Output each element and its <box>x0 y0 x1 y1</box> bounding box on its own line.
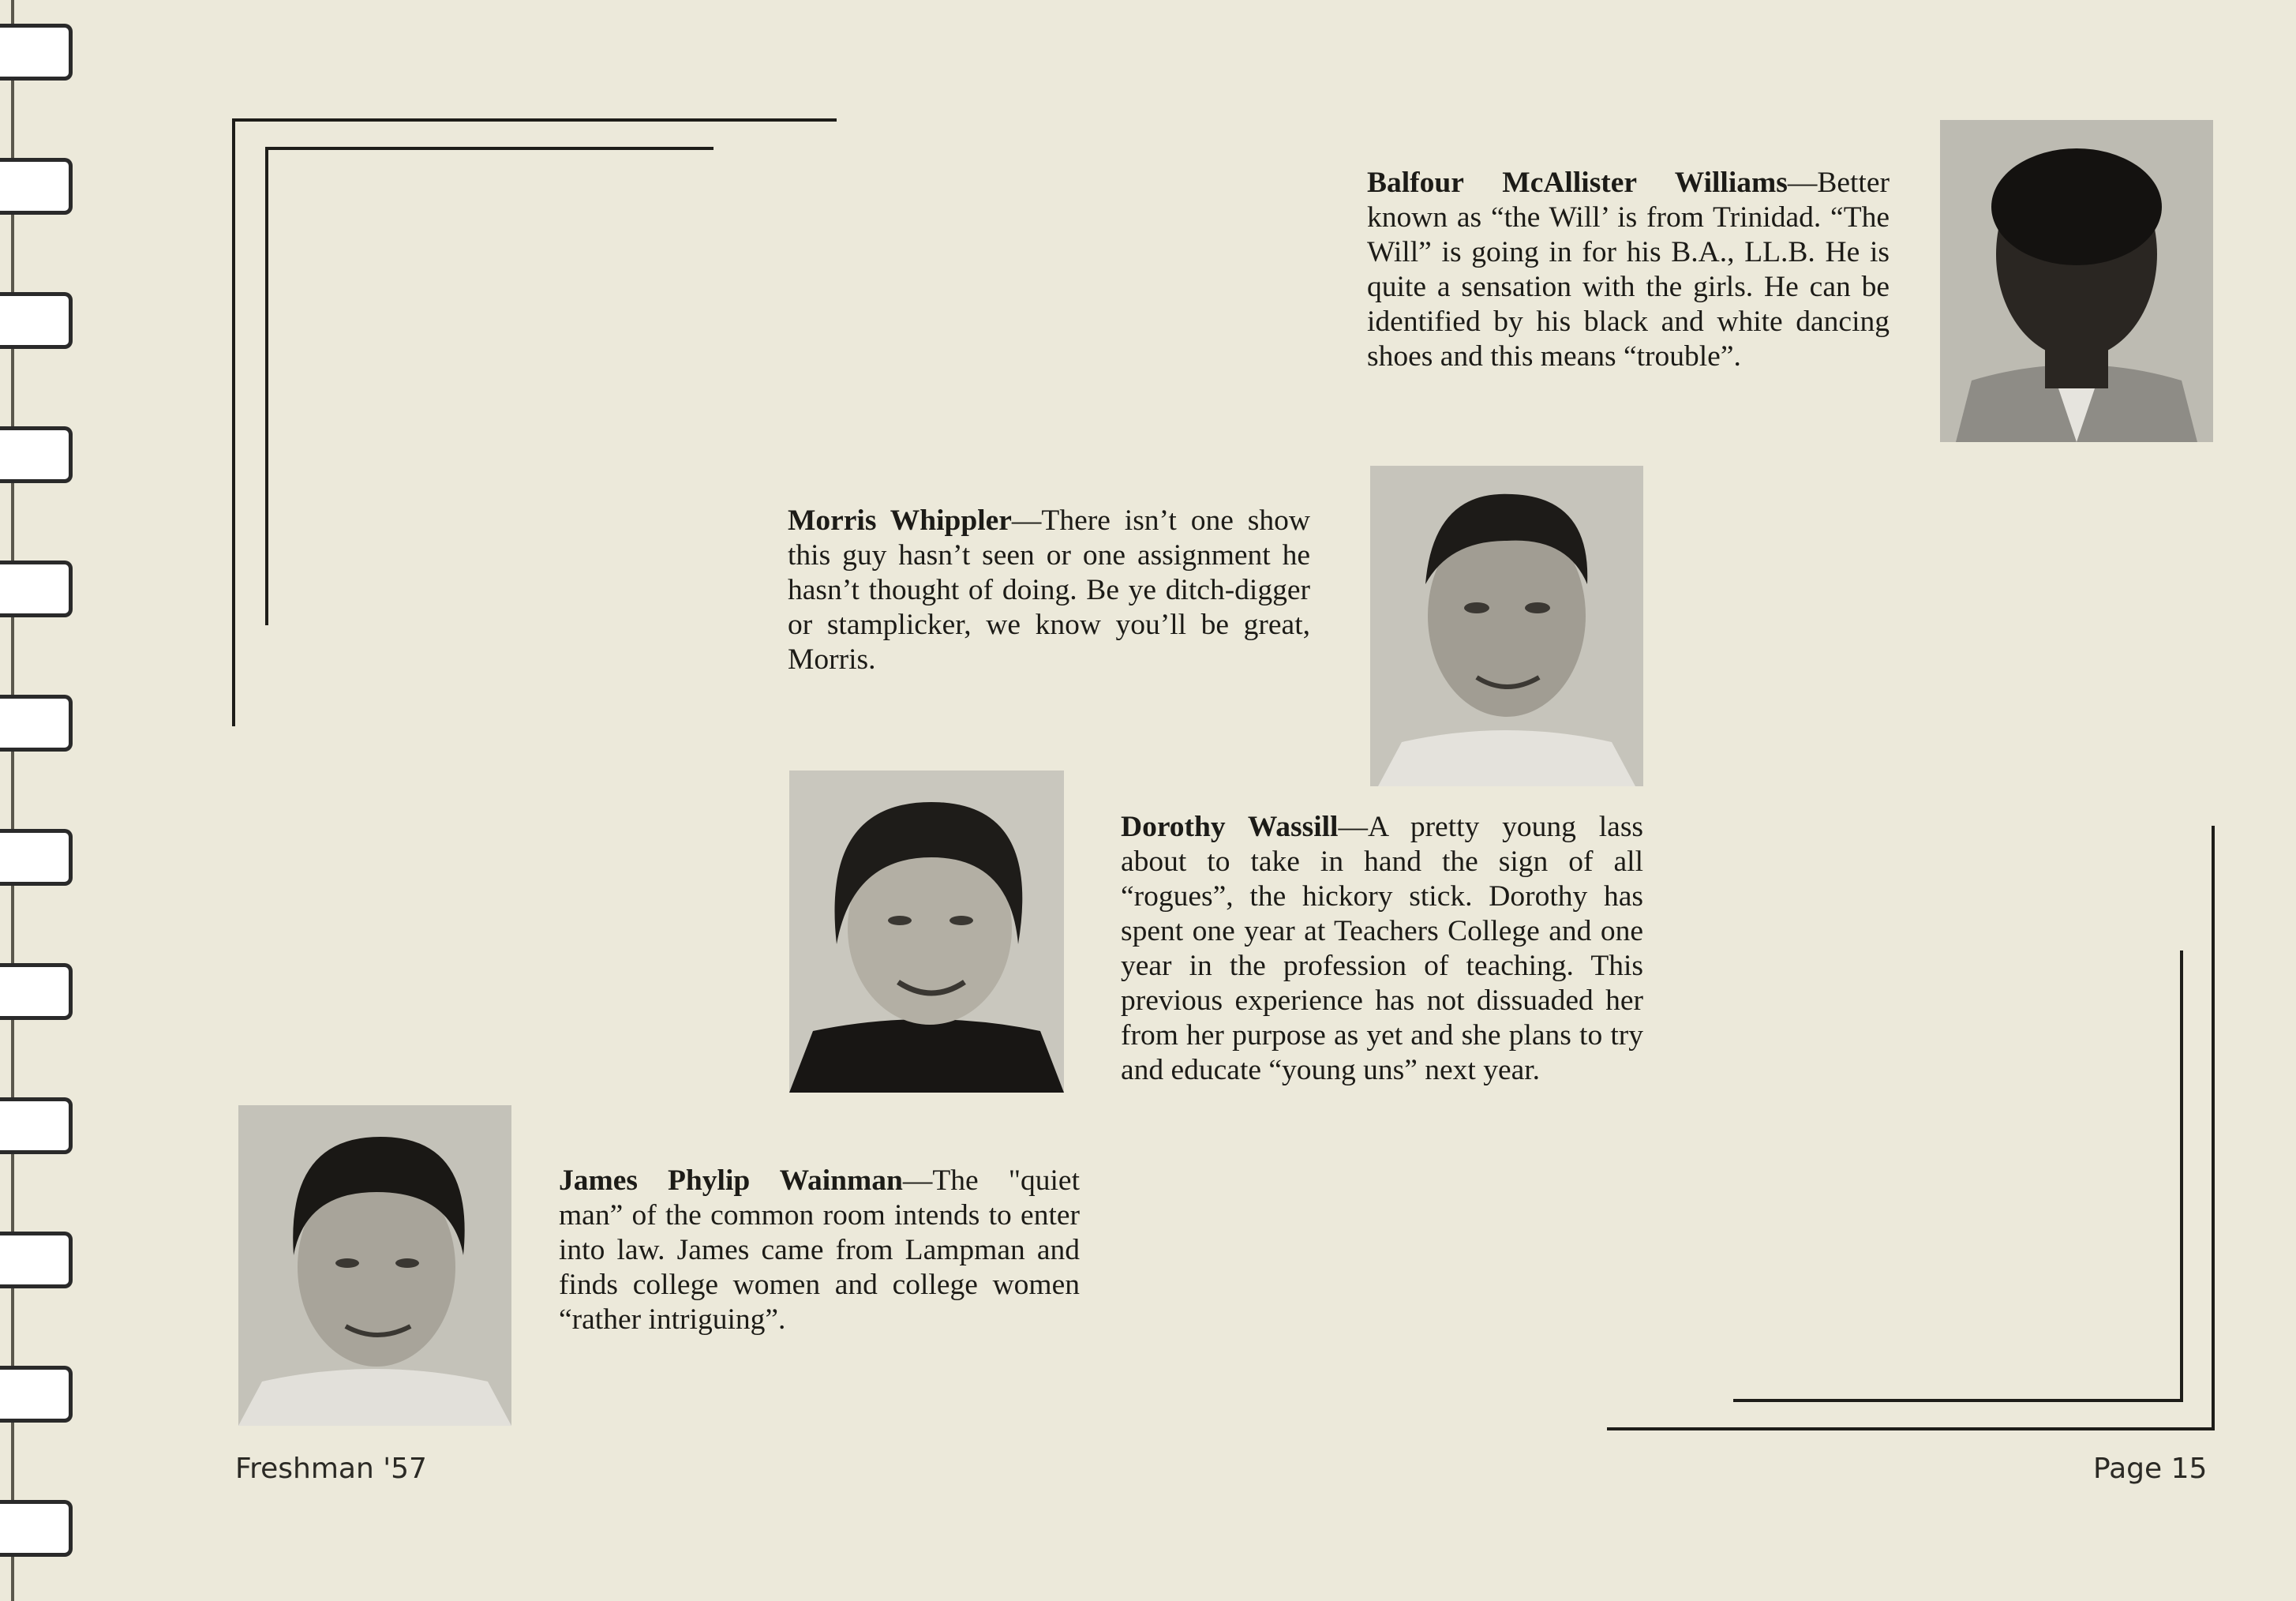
spiral-binding <box>0 0 87 1601</box>
binder-ring <box>0 695 73 752</box>
bio-name: Balfour McAllister Williams <box>1367 167 1788 199</box>
binder-ring <box>0 24 73 81</box>
page-number: Page 15 <box>2093 1453 2208 1485</box>
binder-ring <box>0 963 73 1020</box>
bio-text: —Better known as “the Will’ is from Trinidad. “The Will” is going in for his B.A., LL.B. He is quite a sensation with the girls. He can be identified by his black and white dancing shoes and this means “trouble”. <box>1367 167 1890 373</box>
footer-left: Freshman '57 <box>235 1453 427 1485</box>
corner-rule-bottom-inner <box>1733 1399 2183 1402</box>
binder-ring <box>0 292 73 349</box>
corner-rule-right-inner <box>2180 950 2183 1402</box>
bio-text: —The "quiet man” of the common room intends to enter into law. James came from Lampman and finds college women and college women “rather intriguing”. <box>559 1164 1080 1336</box>
bio-text: —A pretty young lass about to take in hand the sign of all “rogues”, the hickory stick. Dorothy has spent one year at Teachers College and one year in the profession of teaching. This previous experience has not dissuaded her from her purpose as yet and she plans to try and educate “young uns” next year. <box>1121 811 1644 1086</box>
bio-entry <box>559 1164 1080 1337</box>
binder-ring <box>0 829 73 886</box>
portrait-photo <box>1940 120 2213 442</box>
corner-rule-left-outer <box>232 118 235 726</box>
corner-rule-left-inner <box>265 147 268 625</box>
binder-ring <box>0 426 73 483</box>
corner-rule-top-inner <box>265 147 714 150</box>
binding-edge <box>11 0 14 1601</box>
corner-rule-top-outer <box>232 118 837 122</box>
binder-ring <box>0 1366 73 1423</box>
bio-name: James Phylip Wainman <box>559 1164 903 1197</box>
bio-entry <box>1367 166 1890 374</box>
bio-entry <box>788 504 1310 677</box>
corner-rule-right-outer <box>2212 826 2215 1430</box>
portrait-photo <box>789 771 1064 1093</box>
binder-ring <box>0 1097 73 1154</box>
bio-entry <box>1121 810 1643 1088</box>
binder-ring <box>0 1232 73 1288</box>
bio-name: Dorothy Wassill <box>1121 811 1339 843</box>
portrait-photo <box>1370 466 1643 786</box>
binder-ring <box>0 1500 73 1557</box>
bio-name: Morris Whippler <box>788 504 1012 537</box>
corner-rule-bottom-outer <box>1607 1427 2215 1430</box>
bio-text: —There isn’t one show this guy hasn’t seen or one assignment he hasn’t thought of doing. Be ye ditch-digger or stamplicker, we know you’ll be great, Morris. <box>788 504 1310 676</box>
portrait-photo <box>238 1105 511 1426</box>
binder-ring <box>0 561 73 617</box>
binder-ring <box>0 158 73 215</box>
